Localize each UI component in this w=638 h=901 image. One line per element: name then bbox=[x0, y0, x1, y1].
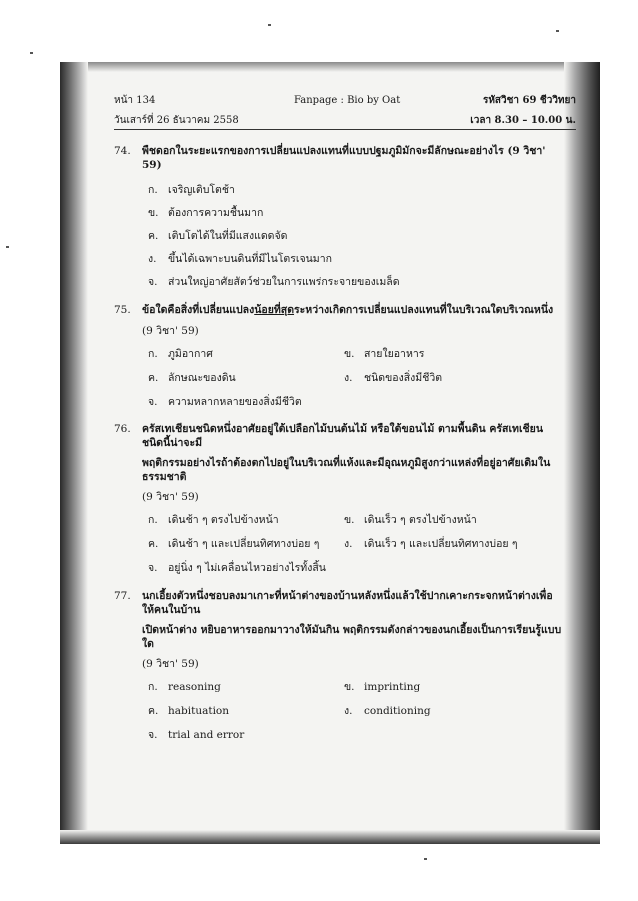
option-item[interactable]: ง. ขึ้นได้เฉพาะบนดินที่มีไนโตรเจนมาก bbox=[148, 252, 332, 265]
scan-speck bbox=[268, 24, 271, 26]
question-text-continued: เปิดหน้าต่าง หยิบอาหารออกมาวางให้มันกิน พฤติกรรมดังกล่าวของนกเอี้ยงเป็นการเรียนรู้แบบใด bbox=[142, 623, 562, 651]
page-number: หน้า 134 bbox=[114, 95, 156, 106]
option-item[interactable]: จ. ส่วนใหญ่อาศัยสัตว์ช่วยในการแพร่กระจายของเมล็ด bbox=[148, 275, 400, 288]
question-text-continued: พฤติกรรมอย่างไรถ้าต้องตกไปอยู่ในบริเวณที่แห้งและมีอุณหภูมิสูงกว่าแหล่งที่อยู่อาศัยเดิมในธรรมชาติ bbox=[142, 457, 551, 484]
question-75 bbox=[114, 303, 564, 411]
options-grid bbox=[114, 344, 564, 412]
option-item[interactable]: ข. สายใยอาหาร bbox=[344, 347, 425, 360]
options-grid bbox=[114, 677, 564, 745]
option-item[interactable]: ค. ลักษณะของดิน bbox=[148, 371, 236, 384]
header-rule bbox=[114, 129, 576, 130]
scan-edge-bottom bbox=[60, 830, 600, 844]
question-reference: (9 วิชา' 59) bbox=[142, 491, 199, 504]
option-item[interactable]: ง. เดินเร็ว ๆ และเปลี่ยนทิศทางบ่อย ๆ bbox=[344, 538, 518, 551]
option-item[interactable]: ค. เติบโตได้ในที่มีแสงแดดจัด bbox=[148, 229, 288, 242]
option-item[interactable]: ข. imprinting bbox=[344, 681, 421, 694]
options-list bbox=[114, 178, 564, 293]
option-item[interactable]: ค. habituation bbox=[148, 705, 230, 718]
question-reference: (9 วิชา' 59) bbox=[142, 324, 199, 337]
option-item[interactable]: ข. เดินเร็ว ๆ ตรงไปข้างหน้า bbox=[344, 514, 477, 527]
question-76 bbox=[114, 422, 564, 579]
scan-speck bbox=[556, 30, 559, 32]
question-text: ข้อใดคือสิ่งที่เปลี่ยนแปลงน้อยที่สุดระหว่างเกิดการเปลี่ยนแปลงแทนที่ในบริเวณใดบริเวณหนึ่ง bbox=[142, 304, 554, 317]
option-item[interactable]: ง. ชนิดของสิ่งมีชีวิต bbox=[344, 371, 443, 384]
option-item[interactable]: จ. trial and error bbox=[148, 729, 245, 742]
options-grid bbox=[114, 511, 564, 579]
scan-edge-right bbox=[564, 62, 600, 844]
option-item[interactable]: ก. reasoning bbox=[148, 681, 221, 694]
page-header bbox=[114, 94, 576, 134]
exam-content bbox=[114, 94, 576, 745]
question-77 bbox=[114, 589, 564, 746]
question-number: 77. bbox=[114, 589, 131, 602]
scan-edge-top bbox=[60, 62, 600, 72]
option-item[interactable]: จ. อยู่นิ่ง ๆ ไม่เคลื่อนไหวอย่างไรทั้งสิ้น bbox=[148, 562, 326, 575]
question-74 bbox=[114, 144, 564, 293]
option-item[interactable]: ก. เจริญเติบโตช้า bbox=[148, 183, 235, 196]
question-text: พืชดอกในระยะแรกของการเปลี่ยนแปลงแทนที่แบบปฐมภูมิมักจะมีลักษณะอย่างไร (9 วิชา' 59) bbox=[142, 145, 546, 172]
question-text: ครัสเทเชียนชนิดหนึ่งอาศัยอยู่ใต้เปลือกไม้บนต้นไม้ หรือใต้ขอนไม้ ตามพื้นดิน ครัสเทเชียนชนิดนี้น่าจะมี bbox=[142, 422, 543, 449]
option-item[interactable]: ค. เดินช้า ๆ และเปลี่ยนทิศทางบ่อย ๆ bbox=[148, 538, 320, 551]
emphasis-underline: น้อยที่สุด bbox=[254, 304, 295, 317]
scan-edge-left bbox=[60, 62, 88, 844]
option-item[interactable]: ก. ภูมิอากาศ bbox=[148, 347, 213, 360]
exam-time: เวลา 8.30 – 10.00 น. bbox=[470, 115, 576, 126]
option-item[interactable]: ก. เดินช้า ๆ ตรงไปข้างหน้า bbox=[148, 514, 279, 527]
option-item[interactable]: จ. ความหลากหลายของสิ่งมีชีวิต bbox=[148, 395, 302, 408]
question-number: 74. bbox=[114, 145, 131, 157]
scan-speck bbox=[30, 52, 33, 54]
question-number: 76. bbox=[114, 422, 131, 435]
question-number: 75. bbox=[114, 304, 131, 317]
question-reference: (9 วิชา' 59) bbox=[142, 658, 199, 671]
question-text: นกเอี้ยงตัวหนึ่งชอบลงมาเกาะที่หน้าต่างของบ้านหลังหนึ่งแล้วใช้ปากเคาะกระจกหน้าต่างเพื่อให้คนในบ้าน bbox=[142, 589, 553, 616]
fanpage-label: Fanpage : Bio by Oat bbox=[294, 95, 401, 106]
scan-speck bbox=[424, 858, 427, 860]
scanned-page bbox=[60, 62, 600, 844]
scan-speck bbox=[6, 246, 9, 248]
option-item[interactable]: ง. conditioning bbox=[344, 705, 431, 718]
subject-code: รหัสวิชา 69 ชีววิทยา bbox=[482, 95, 576, 106]
option-item[interactable]: ข. ต้องการความชื้นมาก bbox=[148, 206, 264, 219]
exam-date: วันเสาร์ที่ 26 ธันวาคม 2558 bbox=[114, 115, 239, 126]
